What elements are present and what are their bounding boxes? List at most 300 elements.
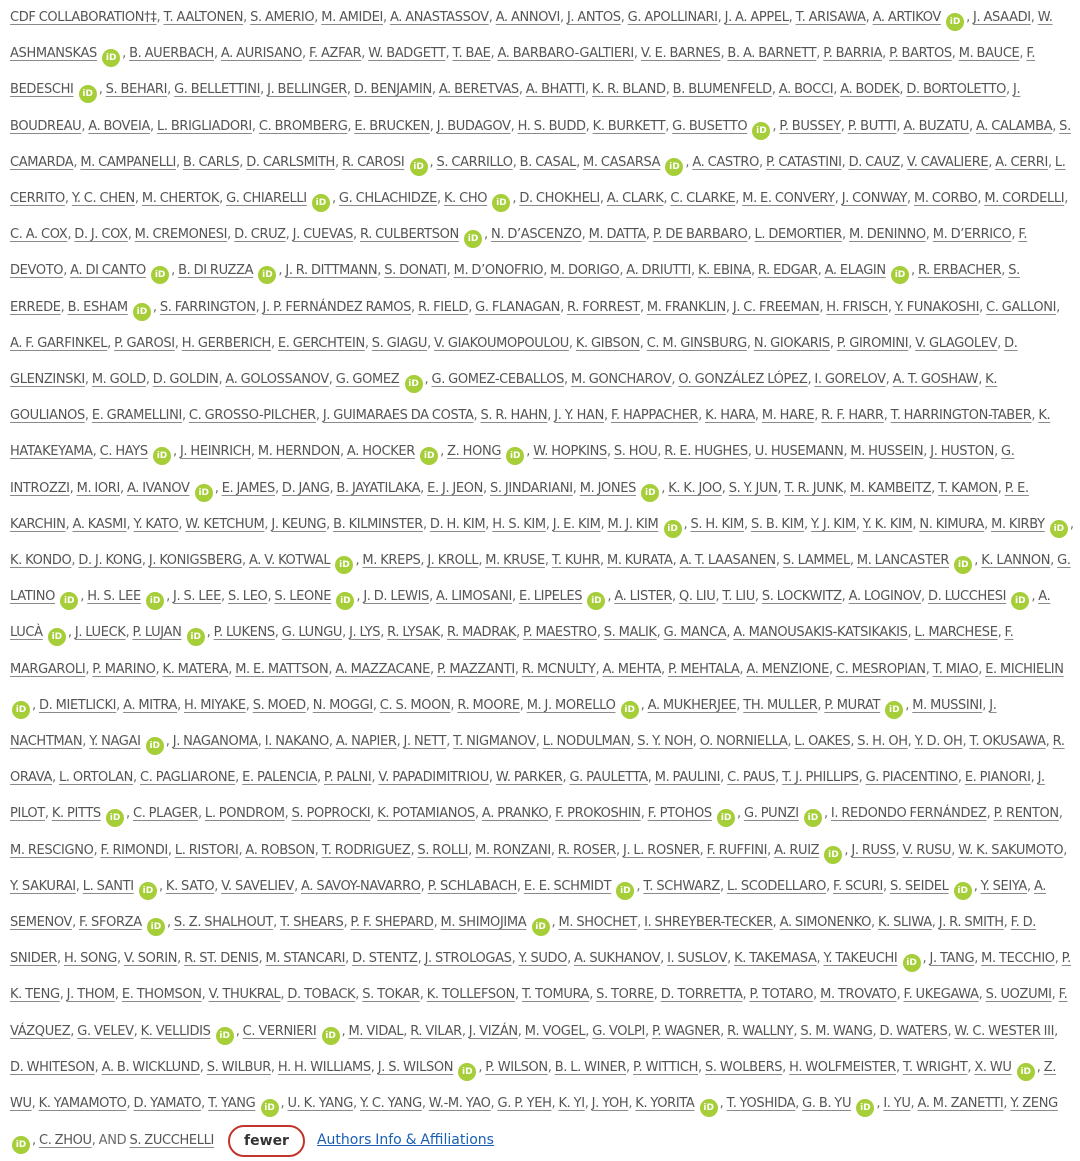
author-link[interactable]: G. GOMEZ-CEBALLOS [431, 372, 564, 388]
author-link[interactable]: Y. FUNAKOSHI [894, 299, 980, 315]
author-link[interactable]: A. CALAMBA [975, 118, 1053, 134]
author-link[interactable]: Y. K. KIM [862, 516, 913, 532]
author-link[interactable]: P. BUTTI [847, 118, 897, 134]
author-link[interactable]: C. ZHOU [38, 1133, 92, 1149]
author-link[interactable]: M. BAUCE [958, 46, 1020, 62]
author-link[interactable]: K. PITTS [51, 806, 101, 822]
orcid-icon[interactable]: iD [717, 809, 735, 827]
author-link[interactable]: T. AALTONEN [163, 10, 244, 25]
author-link[interactable]: N. GIOKARIS [753, 335, 830, 351]
author-link[interactable]: H. S. BUDD [517, 118, 586, 134]
author-link[interactable]: S. HOU [613, 444, 658, 460]
orcid-icon[interactable]: iD [506, 447, 524, 465]
author-link[interactable]: S. BEHARI [105, 82, 168, 98]
orcid-icon[interactable]: iD [954, 882, 972, 900]
author-link[interactable]: R. CULBERTSON [359, 227, 459, 243]
author-link[interactable]: S. FARRINGTON [159, 299, 256, 315]
author-link[interactable]: L. MARCHESE [914, 625, 998, 641]
author-link[interactable]: T. MIAO [932, 661, 979, 677]
author-link[interactable]: J. CUEVAS [292, 227, 353, 243]
author-link[interactable]: P. WITTICH [633, 1059, 699, 1075]
author-link[interactable]: R. CAROSI [341, 154, 405, 170]
author-link[interactable]: G. CHIARELLI [226, 191, 307, 207]
author-link[interactable]: V. CAVALIERE [906, 154, 989, 170]
author-link[interactable]: R. FORREST [567, 299, 640, 315]
orcid-icon[interactable]: iD [106, 809, 124, 827]
author-link[interactable]: F. BEDESCHI [10, 46, 1036, 98]
author-link[interactable]: M. PAULINI [654, 770, 721, 786]
author-link[interactable]: G. FLANAGAN [475, 299, 561, 315]
author-link[interactable]: C. CLARKE [670, 191, 736, 207]
author-link[interactable]: D. CAUZ [848, 154, 900, 170]
author-link[interactable]: Y. J. KIM [810, 516, 856, 532]
author-link[interactable]: S. R. HAHN [480, 408, 548, 424]
author-link[interactable]: D. J. KONG [78, 553, 142, 569]
author-link[interactable]: A. MITRA [123, 697, 178, 713]
author-link[interactable]: C. VERNIERI [242, 1023, 317, 1039]
orcid-icon[interactable]: iD [410, 158, 428, 176]
author-link[interactable]: J. HUSTON [930, 444, 995, 460]
author-link[interactable]: G. MANCA [663, 625, 727, 641]
author-link[interactable]: D. GLENZINSKI [10, 335, 1018, 388]
author-link[interactable]: J. BOUDREAU [10, 82, 1021, 134]
author-link[interactable]: J. BUDAGOV [436, 118, 511, 134]
author-link[interactable]: F. SFORZA [79, 915, 142, 931]
author-link[interactable]: H. WOLFMEISTER [789, 1059, 896, 1075]
author-link[interactable]: M. JONES [579, 480, 637, 496]
author-link[interactable]: K. YAMAMOTO [38, 1096, 127, 1112]
orcid-icon[interactable]: iD [824, 846, 842, 864]
author-link[interactable]: W. HOPKINS [533, 444, 607, 460]
orcid-icon[interactable]: iD [700, 1099, 718, 1117]
author-link[interactable]: M. KAMBEITZ [849, 480, 932, 496]
author-link[interactable]: B. JAYATILAKA [336, 480, 421, 496]
author-link[interactable]: A. LISTER [614, 589, 673, 605]
author-link[interactable]: S. Z. SHALHOUT [173, 915, 274, 931]
author-link[interactable]: N. D’ASCENZO [491, 227, 582, 243]
orcid-icon[interactable]: iD [856, 1099, 874, 1117]
author-link[interactable]: J. C. FREEMAN [732, 299, 820, 315]
orcid-icon[interactable]: iD [146, 737, 164, 755]
author-link[interactable]: A. SEMENOV [10, 878, 1047, 931]
orcid-icon[interactable]: iD [804, 809, 822, 827]
author-link[interactable]: L. PONDROM [204, 806, 285, 822]
author-link[interactable]: M. D’ERRICO [932, 227, 1012, 243]
author-link[interactable]: U. HUSEMANN [754, 444, 844, 460]
author-link[interactable]: K. KONDO [10, 553, 72, 569]
author-link[interactable]: D. H. KIM [429, 516, 486, 532]
author-link[interactable]: S. MALIK [603, 625, 657, 641]
author-link[interactable]: K. BURKETT [592, 118, 666, 134]
author-link[interactable]: C. GALLONI [986, 299, 1057, 315]
author-link[interactable]: V. SAVELIEV [221, 878, 295, 894]
author-link[interactable]: G. PIACENTINO [865, 770, 958, 786]
author-link[interactable]: K. POTAMIANOS [377, 806, 475, 822]
author-link[interactable]: Y. NAGAI [89, 734, 141, 750]
author-link[interactable]: M. E. CONVERY [742, 191, 835, 207]
author-link[interactable]: A. MENZIONE [746, 661, 829, 677]
author-link[interactable]: J. L. ROSNER [622, 842, 700, 858]
author-link[interactable]: J. LUECK [74, 625, 126, 641]
author-link[interactable]: H. S. LEE [87, 589, 141, 605]
author-link[interactable]: J. GUIMARAES DA COSTA [322, 408, 474, 424]
author-link[interactable]: J. S. LEE [173, 589, 221, 605]
author-link[interactable]: A. ELAGIN [824, 263, 886, 279]
author-link[interactable]: H. SONG [63, 951, 117, 967]
author-link[interactable]: D. STENTZ [352, 951, 418, 967]
author-link[interactable]: M. CAMPANELLI [80, 154, 176, 170]
author-link[interactable]: P. GIROMINI [836, 335, 909, 351]
author-link[interactable]: V. GIAKOUMOPOULOU [434, 335, 569, 351]
author-link[interactable]: G. LUNGU [281, 625, 343, 641]
author-link[interactable]: S. ROLLI [417, 842, 469, 858]
author-link[interactable]: J. CONWAY [841, 191, 908, 207]
author-link[interactable]: A. CLARK [606, 191, 664, 207]
author-link[interactable]: K. HARA [705, 408, 755, 424]
author-link[interactable]: J. LYS [349, 625, 381, 641]
author-link[interactable]: S. LEO [227, 589, 268, 605]
author-link[interactable]: P. WAGNER [651, 1023, 721, 1039]
author-link[interactable]: R. ORAVA [10, 734, 1065, 786]
author-link[interactable]: G. LATINO [10, 553, 1071, 605]
author-link[interactable]: M. DENINNO [848, 227, 926, 243]
author-link[interactable]: T. ARISAWA [795, 10, 866, 25]
author-link[interactable]: I. REDONDO FERNÁNDEZ [830, 806, 987, 822]
orcid-icon[interactable]: iD [195, 484, 213, 502]
author-link[interactable]: D. TORRETTA [660, 987, 743, 1003]
author-link[interactable]: A. BARBARO-GALTIERI [497, 46, 634, 62]
orcid-icon[interactable]: iD [752, 122, 770, 140]
author-link[interactable]: J. P. FERNÁNDEZ RAMOS [262, 299, 412, 315]
author-link[interactable]: K. TAKEMASA [734, 951, 817, 967]
author-link[interactable]: Y. D. OH [914, 734, 963, 750]
author-link[interactable]: M. LANCASTER [856, 553, 950, 569]
author-link[interactable]: K. VELLIDIS [140, 1023, 211, 1039]
author-link[interactable]: J. A. APPEL [724, 10, 789, 25]
author-link[interactable]: D. LUCCHESI [927, 589, 1007, 605]
author-link[interactable]: V. GLAGOLEV [915, 335, 998, 351]
author-link[interactable]: V. THUKRAL [208, 987, 281, 1003]
author-link[interactable]: A. SIMONENKO [779, 915, 872, 931]
author-link[interactable]: S. JINDARIANI [490, 480, 573, 496]
author-link[interactable]: A. GOLOSSANOV [225, 372, 329, 388]
author-link[interactable]: Y. SUDO [518, 951, 568, 967]
orcid-icon[interactable]: iD [146, 592, 164, 610]
author-link[interactable]: S. LAMMEL [782, 553, 850, 569]
author-link[interactable]: E. BRUCKEN [354, 118, 430, 134]
author-link[interactable]: S. ZUCCHELLI [129, 1133, 215, 1149]
author-link[interactable]: C. GROSSO-PILCHER [188, 408, 316, 424]
author-link[interactable]: C. PAUS [727, 770, 776, 786]
orcid-icon[interactable]: iD [12, 701, 30, 719]
author-link[interactable]: L. NODULMAN [542, 734, 631, 750]
author-link[interactable]: A. F. GARFINKEL [10, 335, 108, 351]
author-link[interactable]: S. LOCKWITZ [761, 589, 842, 605]
author-link[interactable]: S. TOKAR [362, 987, 420, 1003]
author-link[interactable]: G. P. YEH [497, 1096, 552, 1112]
author-link[interactable]: P. GAROSI [114, 335, 175, 351]
author-link[interactable]: M. CORBO [914, 191, 978, 207]
author-link[interactable]: G. INTROZZI [10, 444, 1015, 496]
author-link[interactable]: H. FRISCH [826, 299, 888, 315]
author-link[interactable]: A. NAPIER [335, 734, 397, 750]
author-link[interactable]: M. AMIDEI [321, 10, 383, 25]
author-link[interactable]: F. RUFFINI [706, 842, 768, 858]
author-link[interactable]: M. VIDAL [348, 1023, 404, 1039]
author-link[interactable]: A. KASMI [72, 516, 127, 532]
author-link[interactable]: L. CERRITO [10, 154, 1066, 207]
orcid-icon[interactable]: iD [151, 266, 169, 284]
author-link[interactable]: F. MARGAROLI [10, 625, 1014, 677]
author-link[interactable]: W. ASHMANSKAS [10, 10, 1053, 62]
author-link[interactable]: G. PUNZI [744, 806, 799, 822]
author-link[interactable]: A. BOVEIA [88, 118, 150, 134]
author-link[interactable]: P. MURAT [824, 697, 881, 713]
author-link[interactable]: A. ANASTASSOV [389, 10, 489, 25]
author-link[interactable]: D. TOBACK [287, 987, 356, 1003]
author-link[interactable]: B. A. BARNETT [727, 46, 817, 62]
author-link[interactable]: P. SCHLABACH [427, 878, 517, 894]
author-link[interactable]: T. SCHWARZ [643, 878, 720, 894]
author-link[interactable]: G. BELLETTINI [174, 82, 261, 98]
author-link[interactable]: P. BUSSEY [779, 118, 841, 134]
author-link[interactable]: S. MOED [252, 697, 306, 713]
author-link[interactable]: J. E. KIM [552, 516, 601, 532]
author-link[interactable]: T. KUHR [551, 553, 600, 569]
author-link[interactable]: W. C. WESTER III [954, 1023, 1055, 1039]
author-link[interactable]: S. CARRILLO [436, 154, 513, 170]
author-link[interactable]: C. HAYS [99, 444, 148, 460]
author-link[interactable]: T. R. JUNK [784, 480, 843, 496]
orcid-icon[interactable]: iD [312, 194, 330, 212]
author-link[interactable]: I. NAKANO [264, 734, 329, 750]
author-link[interactable]: C. M. GINSBURG [646, 335, 747, 351]
author-link[interactable]: S. Y. JUN [728, 480, 778, 496]
author-link[interactable]: Q. LIU [679, 589, 716, 605]
author-link[interactable]: H. GERBERICH [181, 335, 271, 351]
author-link[interactable]: R. MOORE [457, 697, 520, 713]
author-link[interactable]: M. SHIMOJIMA [440, 915, 527, 931]
author-link[interactable]: M. HERNDON [257, 444, 340, 460]
author-link[interactable]: D. GOLDIN [152, 372, 219, 388]
author-link[interactable]: C. PLAGER [132, 806, 198, 822]
author-link[interactable]: H. S. KIM [492, 516, 546, 532]
author-link[interactable]: A. AURISANO [220, 46, 303, 62]
orcid-icon[interactable]: iD [587, 592, 605, 610]
author-link[interactable]: L. RISTORI [174, 842, 239, 858]
author-link[interactable]: Z. HONG [447, 444, 502, 460]
author-link[interactable]: R. E. HUGHES [664, 444, 748, 460]
author-link[interactable]: S. DONATI [384, 263, 447, 279]
author-link[interactable]: P. K. TENG [10, 951, 1071, 1003]
author-link[interactable]: M. TROVATO [820, 987, 897, 1003]
author-link[interactable]: M. DATTA [588, 227, 646, 243]
author-link[interactable]: A. MUKHERJEE [647, 697, 737, 713]
author-link[interactable]: K. YORITA [635, 1096, 695, 1112]
author-link[interactable]: K. HATAKEYAMA [10, 408, 1051, 460]
author-link[interactable]: F. HAPPACHER [610, 408, 699, 424]
author-link[interactable]: M. J. MORELLO [526, 697, 616, 713]
author-link[interactable]: F. PTOHOS [647, 806, 712, 822]
author-link[interactable]: I. YU [883, 1096, 911, 1112]
author-link[interactable]: G. BUSETTO [672, 118, 748, 134]
author-link[interactable]: W. K. SAKUMOTO [958, 842, 1064, 858]
author-link[interactable]: A. LIMOSANI [436, 589, 512, 605]
author-link[interactable]: A. LOGINOV [848, 589, 921, 605]
author-link[interactable]: L. OAKES [794, 734, 851, 750]
orcid-icon[interactable]: iD [139, 882, 157, 900]
author-link[interactable]: A. BUZATU [903, 118, 969, 134]
author-link[interactable]: M. KIRBY [991, 516, 1045, 532]
author-link[interactable]: A. ROBSON [245, 842, 315, 858]
author-link[interactable]: A. IVANOV [126, 480, 190, 496]
author-link[interactable]: TH. MULLER [743, 697, 818, 713]
author-link[interactable]: Y. C. CHEN [71, 191, 135, 207]
author-link[interactable]: A. M. ZANETTI [917, 1096, 1004, 1112]
author-link[interactable]: B. CASAL [519, 154, 577, 170]
author-link[interactable]: S. WOLBERS [705, 1059, 783, 1075]
orcid-icon[interactable]: iD [133, 303, 151, 321]
author-link[interactable]: S. TORRE [596, 987, 654, 1003]
author-link[interactable]: T. TOMURA [521, 987, 590, 1003]
author-link[interactable]: A. PRANKO [481, 806, 549, 822]
author-link[interactable]: A. DI CANTO [70, 263, 146, 279]
author-link[interactable]: K. EBINA [697, 263, 751, 279]
author-link[interactable]: R. FIELD [417, 299, 469, 315]
author-link[interactable]: M. CREMONESI [134, 227, 228, 243]
orcid-icon[interactable]: iD [147, 918, 165, 936]
author-link[interactable]: S. Y. NOH [637, 734, 693, 750]
author-link[interactable]: P. WILSON [485, 1059, 548, 1075]
author-link[interactable]: X. WU [974, 1059, 1012, 1075]
author-link[interactable]: D. BORTOLETTO [906, 82, 1007, 98]
author-link[interactable]: A. BHATTI [525, 82, 586, 98]
author-link[interactable]: P. CATASTINI [765, 154, 842, 170]
author-link[interactable]: A. LUCÀ [10, 589, 1051, 641]
orcid-icon[interactable]: iD [216, 1027, 234, 1045]
author-link[interactable]: K. TOLLEFSON [426, 987, 516, 1003]
author-link[interactable]: T. SHEARS [280, 915, 344, 931]
author-link[interactable]: V. SORIN [123, 951, 178, 967]
author-link[interactable]: T. OKUSAWA [969, 734, 1046, 750]
author-link[interactable]: E. GERCHTEIN [277, 335, 365, 351]
author-link[interactable]: D. JANG [281, 480, 330, 496]
author-link[interactable]: O. NORNIELLA [699, 734, 788, 750]
author-link[interactable]: E. THOMSON [121, 987, 202, 1003]
author-link[interactable]: S. CAMARDA [10, 118, 1071, 170]
author-link[interactable]: J. YOH [591, 1096, 629, 1112]
author-link[interactable]: F. UKEGAWA [903, 987, 979, 1003]
authors-info-link[interactable]: Authors Info & Affiliations [316, 1132, 494, 1149]
author-link[interactable]: T. HARRINGTON-TABER [890, 408, 1032, 424]
author-link[interactable]: M. KREPS [362, 553, 421, 569]
author-link[interactable]: S. M. WANG [800, 1023, 873, 1039]
author-link[interactable]: B. L. WINER [554, 1059, 627, 1075]
author-link[interactable]: M. IORI [76, 480, 120, 496]
orcid-icon[interactable]: iD [322, 1027, 340, 1045]
author-link[interactable]: M. FRANKLIN [646, 299, 726, 315]
author-link[interactable]: P. RENTON [993, 806, 1059, 822]
author-link[interactable]: D. BENJAMIN [353, 82, 432, 98]
orcid-icon[interactable]: iD [458, 1063, 476, 1081]
author-link[interactable]: K. GIBSON [575, 335, 640, 351]
orcid-icon[interactable]: iD [885, 701, 903, 719]
author-link[interactable]: L. SCODELLARO [726, 878, 827, 894]
author-link[interactable]: B. DI RUZZA [178, 263, 254, 279]
author-link[interactable]: E. PALENCIA [242, 770, 318, 786]
author-link[interactable]: K. SATO [165, 878, 215, 894]
author-link[interactable]: P. F. SHEPARD [350, 915, 434, 931]
author-link[interactable]: V. PAPADIMITRIOU [378, 770, 489, 786]
author-link[interactable]: P. MARINO [92, 661, 156, 677]
author-link[interactable]: M. STANCARI [265, 951, 346, 967]
author-link[interactable]: W. KETCHUM [185, 516, 265, 532]
author-link[interactable]: F. VÁZQUEZ [10, 987, 1068, 1039]
author-link[interactable]: M. CHERTOK [141, 191, 220, 207]
author-link[interactable]: M. HUSSEIN [850, 444, 924, 460]
author-link[interactable]: M. GONCHAROV [570, 372, 672, 388]
author-link[interactable]: E. GRAMELLINI [91, 408, 182, 424]
orcid-icon[interactable]: iD [258, 266, 276, 284]
author-link[interactable]: CDF COLLABORATION†‡ [10, 10, 157, 25]
author-link[interactable]: E. LIPELES [518, 589, 583, 605]
orcid-icon[interactable]: iD [153, 447, 171, 465]
author-link[interactable]: C. BROMBERG [258, 118, 348, 134]
author-link[interactable]: P. E. KARCHIN [10, 480, 1029, 532]
author-link[interactable]: L. ORTOLAN [58, 770, 134, 786]
author-link[interactable]: J. KROLL [427, 553, 479, 569]
author-link[interactable]: T. YOSHIDA [726, 1096, 796, 1112]
author-link[interactable]: M. HARE [761, 408, 815, 424]
author-link[interactable]: D. MIETLICKI [38, 697, 117, 713]
author-link[interactable]: K. K. JOO [668, 480, 722, 496]
author-link[interactable]: A. DRIUTTI [626, 263, 691, 279]
author-link[interactable]: G. APOLLINARI [627, 10, 718, 25]
author-link[interactable]: N. KIMURA [919, 516, 985, 532]
author-link[interactable]: J. NACHTMAN [10, 697, 997, 750]
author-link[interactable]: K. CHO [443, 191, 488, 207]
author-link[interactable]: A. ANNOVI [495, 10, 560, 25]
author-link[interactable]: K. GOULIANOS [10, 372, 998, 424]
author-link[interactable]: U. K. YANG [287, 1096, 354, 1112]
author-link[interactable]: J. KONIGSBERG [148, 553, 242, 569]
orcid-icon[interactable]: iD [1011, 592, 1029, 610]
author-link[interactable]: C. S. MOON [379, 697, 451, 713]
author-link[interactable]: D. WATERS [879, 1023, 948, 1039]
author-link[interactable]: L. BRIGLIADORI [156, 118, 252, 134]
author-link[interactable]: R. MADRAK [446, 625, 517, 641]
author-link[interactable]: C. PAGLIARONE [140, 770, 236, 786]
orcid-icon[interactable]: iD [492, 194, 510, 212]
author-link[interactable]: G. CHLACHIDZE [338, 191, 437, 207]
author-link[interactable]: C. MESROPIAN [835, 661, 926, 677]
author-link[interactable]: M. KRUSE [485, 553, 545, 569]
orcid-icon[interactable]: iD [532, 918, 550, 936]
author-link[interactable]: A. B. WICKLUND [101, 1059, 200, 1075]
orcid-icon[interactable]: iD [891, 266, 909, 284]
author-link[interactable]: P. DE BARBARO [652, 227, 748, 243]
orcid-icon[interactable]: iD [60, 592, 78, 610]
orcid-icon[interactable]: iD [102, 49, 120, 67]
author-link[interactable]: K. LANNON [981, 553, 1051, 569]
author-link[interactable]: V. RUSU [902, 842, 952, 858]
author-link[interactable]: M. D’ONOFRIO [453, 263, 544, 279]
author-link[interactable]: G. B. YU [802, 1096, 852, 1112]
author-link[interactable]: T. LIU [722, 589, 755, 605]
orcid-icon[interactable]: iD [903, 954, 921, 972]
author-link[interactable]: Z. WU [10, 1059, 1057, 1112]
author-link[interactable]: R. WALLNY [727, 1023, 794, 1039]
